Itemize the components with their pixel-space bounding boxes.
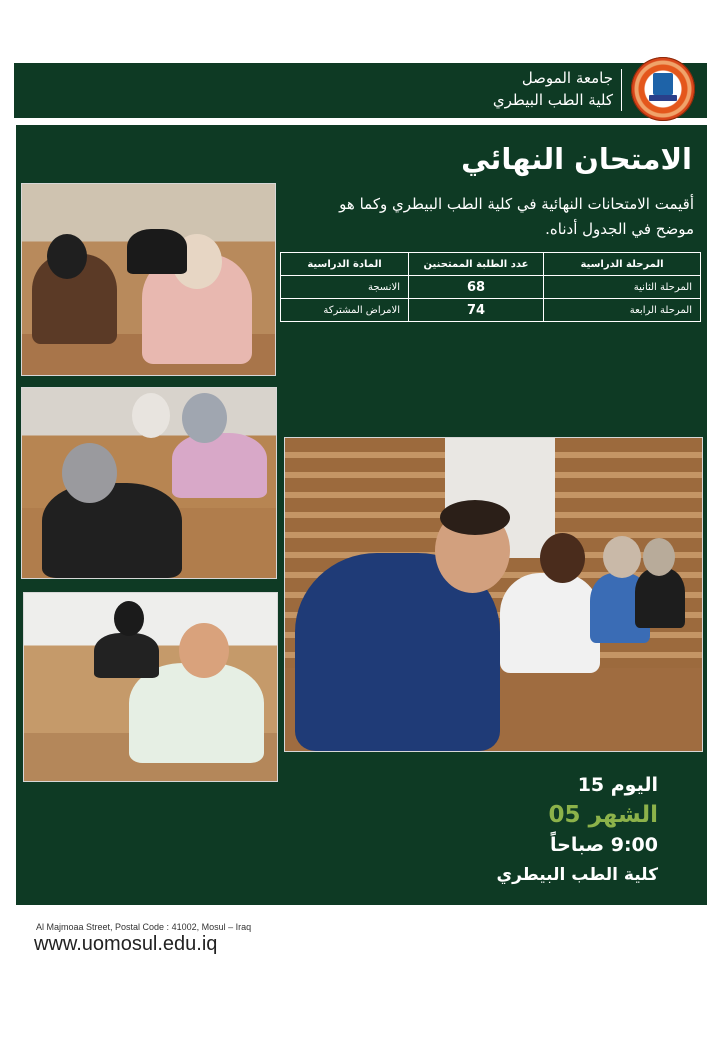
- page-title: الامتحان النهائي: [461, 142, 692, 176]
- exam-time: 9:00 صباحاً: [550, 834, 658, 856]
- cell-subject: الانسجة: [281, 276, 409, 299]
- table-header-row: [281, 253, 701, 276]
- exam-month: الشهر 05: [548, 802, 658, 828]
- exam-table: [280, 252, 701, 322]
- college-name: كلية الطب البيطري: [492, 91, 613, 109]
- cell-subject: الامراض المشتركة: [281, 299, 409, 322]
- footer-website-link[interactable]: www.uomosul.edu.iq: [34, 933, 218, 955]
- university-name: جامعة الموصل: [521, 69, 613, 87]
- table-row: [281, 299, 701, 322]
- header-count: عدد الطلبة الممتحنين: [409, 253, 544, 276]
- intro-text: أقيمت الامتحانات النهائية في كلية الطب البيطري وكما هو موضح في الجدول أدناه.: [339, 195, 694, 238]
- header-divider: [621, 69, 622, 111]
- exam-hall-photo-main: [284, 437, 703, 752]
- cell-stage: المرحلة الثانية: [544, 276, 701, 299]
- institution-name: [493, 67, 613, 111]
- cell-count: 74: [409, 299, 544, 322]
- exam-hall-photo-2: [21, 387, 277, 579]
- exam-hall-photo-1: [21, 183, 276, 376]
- university-seal-icon: [631, 57, 695, 121]
- cell-count: 68: [409, 276, 544, 299]
- header-subject: المادة الدراسية: [281, 253, 409, 276]
- header-bar: [14, 63, 707, 118]
- exam-place: كلية الطب البيطري: [496, 865, 658, 885]
- cell-stage: المرحلة الرابعة: [544, 299, 701, 322]
- exam-details: [497, 770, 658, 890]
- exam-hall-photo-3: [23, 592, 278, 782]
- exam-day: اليوم 15: [577, 774, 658, 796]
- table-row: [281, 276, 701, 299]
- footer-address: Al Majmoaa Street, Postal Code : 41002, Mosul – Iraq: [36, 922, 252, 932]
- header-stage: المرحلة الدراسية: [544, 253, 701, 276]
